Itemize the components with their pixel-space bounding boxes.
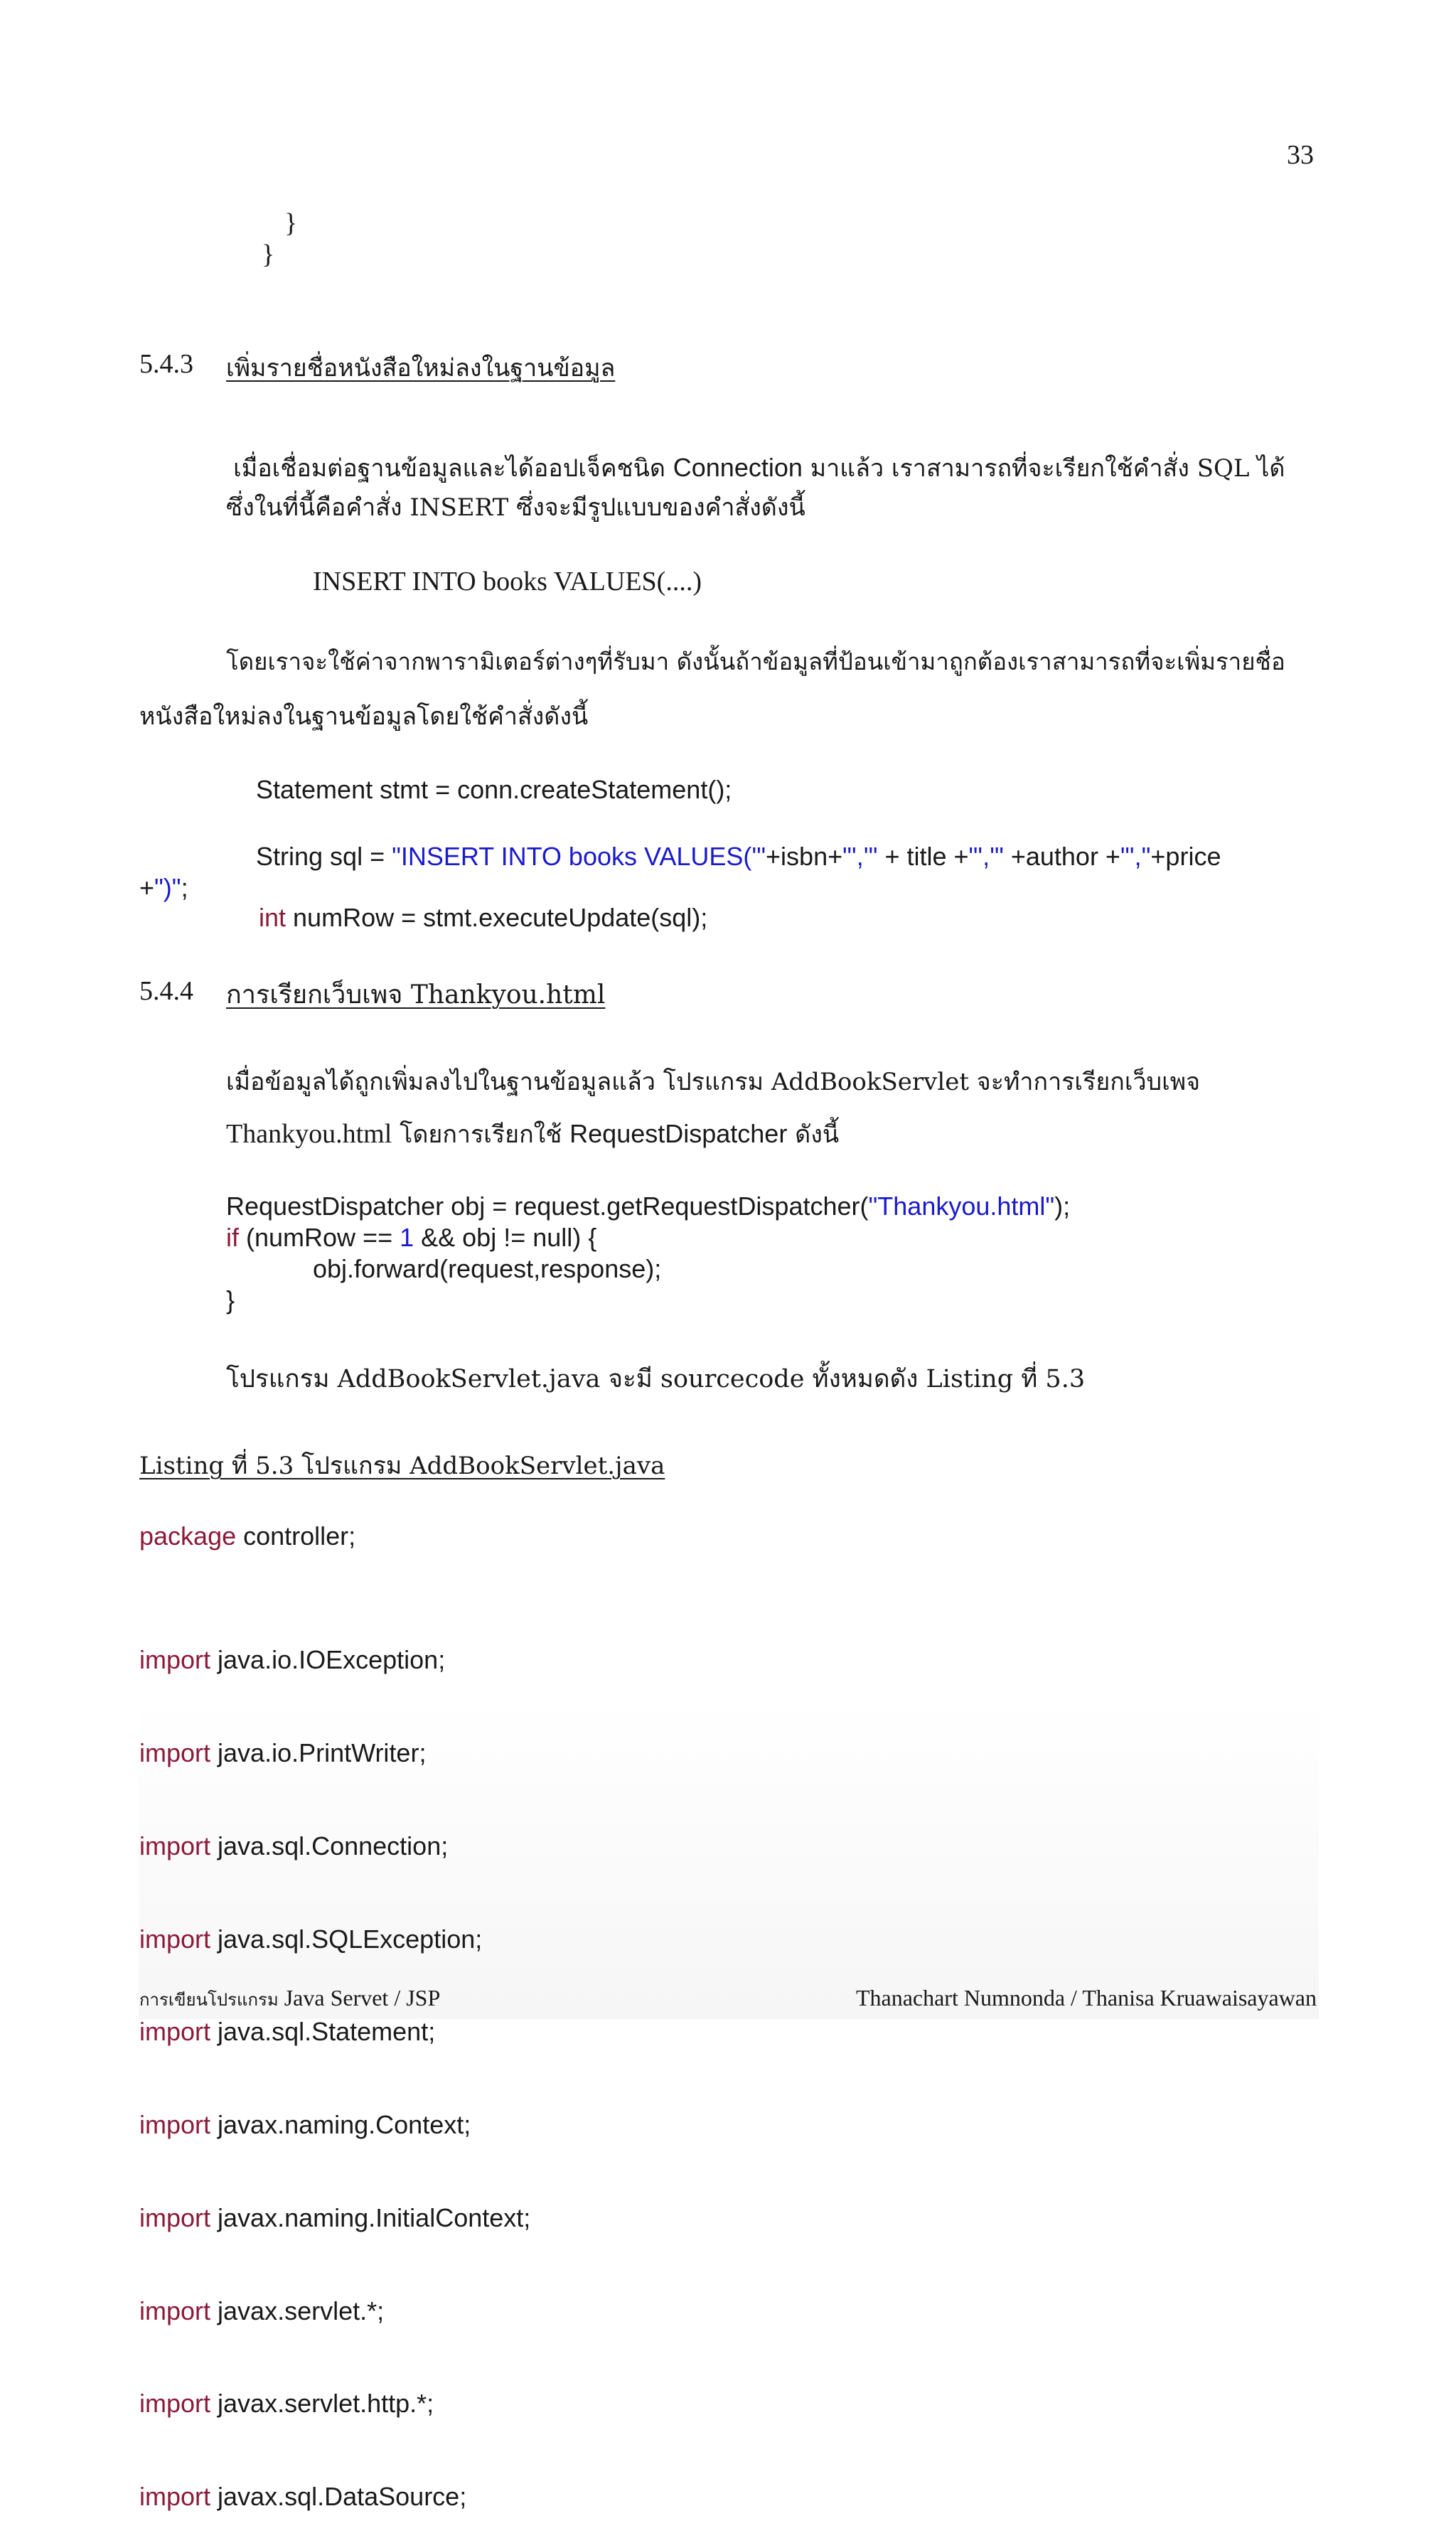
- code-line: RequestDispatcher obj = request.getRequestDispatcher("Thankyou.html");: [226, 1192, 1071, 1221]
- footer-right: Thanachart Numnonda / Thanisa Kruawaisayawan: [855, 1985, 1317, 2011]
- code-line: obj.forward(request,response);: [313, 1254, 662, 1283]
- import-line: import javax.servlet.http.*;: [139, 2389, 434, 2419]
- code-line: Statement stmt = conn.createStatement();: [256, 775, 732, 804]
- paragraph-text: เมื่อข้อมูลได้ถูกเพิ่มลงไปในฐานข้อมูลแล้ว โปรแกรม AddBookServlet จะทำการเรียกเว็บเพจ: [226, 1068, 1201, 1096]
- import-line: import java.sql.SQLException;: [139, 1924, 483, 1954]
- paragraph-text: เมื่อเชื่อมต่อฐานข้อมูลและได้ออปเจ็คชนิด: [233, 454, 673, 483]
- code-line: }: [226, 1285, 235, 1315]
- code-line: String sql = "INSERT INTO books VALUES('"+isbn+"','" + title +"','" +author +"',"+price: [256, 842, 1221, 871]
- code-line: package controller;: [139, 1521, 356, 1551]
- paragraph: [226, 435, 1285, 487]
- import-line: import java.sql.Statement;: [139, 2017, 436, 2047]
- paragraph-text: ซึ่งในที่นี้คือคำสั่ง INSERT ซึ่งจะมีรูปแบบของคำสั่งดังนี้: [226, 493, 805, 522]
- import-line: import java.io.PrintWriter;: [139, 1738, 427, 1767]
- import-list: [139, 1583, 530, 2543]
- closing-brace: }: [262, 240, 275, 269]
- paragraph-text: หนังสือใหม่ลงในฐานข้อมูลโดยใช้คำสั่งดังนี้: [139, 702, 589, 731]
- code-line: if (numRow == 1 && obj != null) {: [226, 1223, 597, 1252]
- code-line: int numRow = stmt.executeUpdate(sql);: [259, 903, 708, 932]
- section-title: การเรียกเว็บเพจ Thankyou.html: [226, 980, 606, 1010]
- sql-example: INSERT INTO books VALUES(....): [313, 567, 702, 596]
- code-term: Connection: [673, 453, 803, 482]
- import-line: import javax.servlet.*;: [139, 2296, 385, 2325]
- section-number: 5.4.3: [139, 349, 193, 379]
- import-line: import java.io.IOException;: [139, 1645, 446, 1675]
- footer-left: การเขียนโปรแกรม Java Servet / JSP: [139, 1985, 441, 2011]
- paragraph-text: มาแล้ว เราสามารถที่จะเรียกใช้คำสั่ง SQL ได้: [802, 454, 1285, 483]
- listing-caption: Listing ที่ 5.3 โปรแกรม AddBookServlet.java: [139, 1452, 665, 1480]
- closing-brace: }: [284, 208, 298, 238]
- code-line: +")";: [139, 873, 188, 902]
- section-number: 5.4.4: [139, 976, 193, 1006]
- import-line: import javax.naming.Context;: [139, 2110, 471, 2140]
- paragraph-text: โดยเราจะใช้ค่าจากพารามิเตอร์ต่างๆที่รับมา ดังนั้นถ้าข้อมูลที่ป้อนเข้ามาถูกต้องเราสามารถที่จะเพิ่มรายชื่อ: [226, 648, 1285, 675]
- section-title: เพิ่มรายชื่อหนังสือใหม่ลงในฐานข้อมูล: [226, 354, 616, 382]
- page-number: 33: [1287, 140, 1314, 170]
- import-line: import javax.sql.DataSource;: [139, 2482, 467, 2512]
- paragraph-text: โปรแกรม AddBookServlet.java จะมี sourcecode ทั้งหมดดัง Listing ที่ 5.3: [226, 1365, 1086, 1393]
- import-line: import javax.naming.InitialContext;: [139, 2202, 531, 2232]
- import-line: import java.sql.Connection;: [139, 1831, 449, 1861]
- paragraph: Thankyou.html โดยการเรียกใช้ RequestDispatcher ดังนี้: [226, 1119, 840, 1149]
